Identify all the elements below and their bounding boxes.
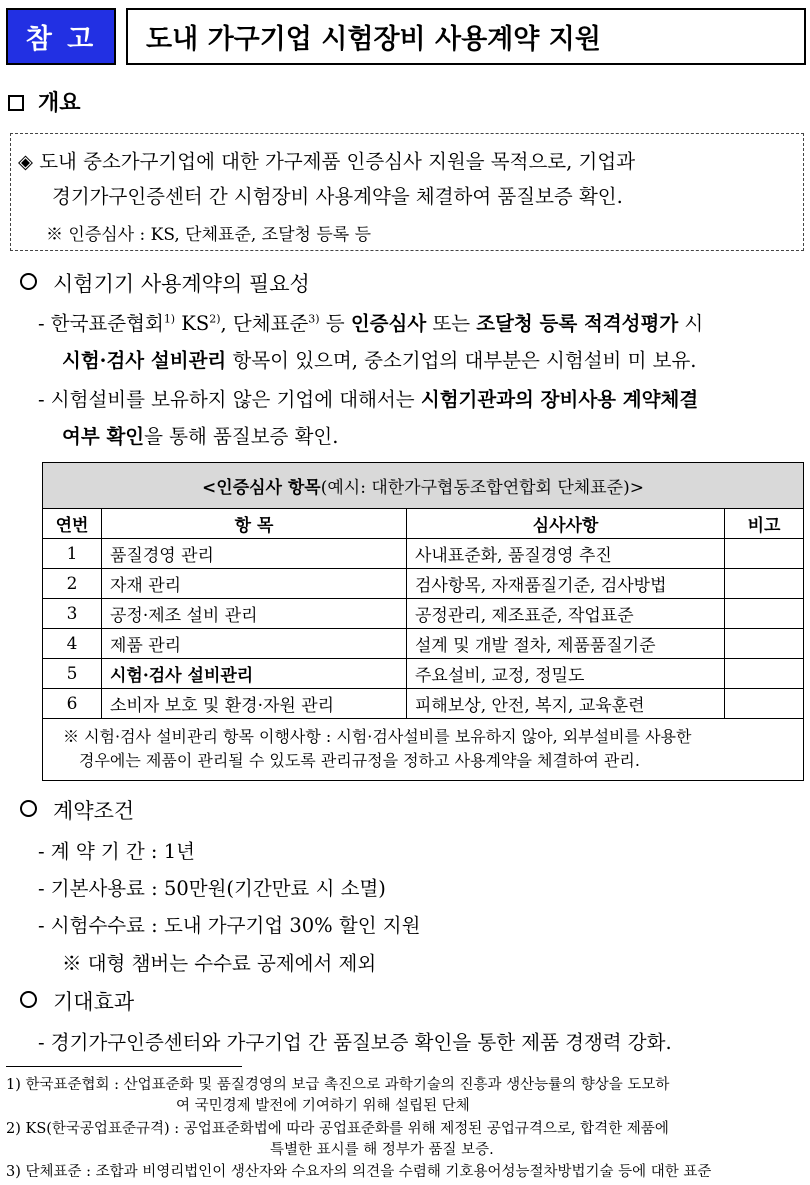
- text-span: KS: [175, 312, 210, 335]
- necessity-heading-text: 시험기기 사용계약의 필요성: [53, 272, 310, 296]
- checkbox-square-icon: [8, 95, 24, 111]
- table-note-line-1: ※ 시험·검사 설비관리 항목 이행사항 : 시험·검사설비를 보유하지 않아, 외부설비를 사용한: [63, 727, 692, 746]
- text-span: , 단체표준: [220, 312, 309, 335]
- table-note: [43, 719, 803, 780]
- text-span: - 한국표준협회: [38, 312, 164, 335]
- cell-no: 3: [43, 599, 102, 628]
- caption-bold: <인증심사 항목: [202, 478, 321, 498]
- necessity-heading: [20, 268, 310, 298]
- table-row: [43, 689, 803, 719]
- footnote-2: 2) KS(한국공업표준규격) : 공업표준화법에 따라 공업표준화를 위해 제정된 공업규격으로, 합격한 제품에: [6, 1121, 669, 1137]
- table-header-row: [43, 509, 803, 539]
- col-header-item: 항 목: [102, 509, 407, 538]
- effects-heading: [20, 986, 134, 1016]
- text-span: 시: [678, 312, 704, 335]
- col-header-no: 연번: [43, 509, 102, 538]
- bold-text: 시험기관과의 장비사용 계약체결: [420, 388, 699, 411]
- cell-no: 5: [43, 659, 102, 688]
- overview-heading-text: 개요: [38, 91, 81, 116]
- necessity-line-2: [62, 345, 696, 373]
- footnote-divider: [6, 1066, 242, 1067]
- cell-no: 4: [43, 629, 102, 658]
- text-span: 등: [319, 312, 351, 335]
- overview-heading: [8, 86, 81, 117]
- circle-bullet-icon: [20, 273, 37, 290]
- footnote-ref-1: 1): [163, 312, 176, 326]
- table-row: [43, 569, 803, 599]
- cell-detail: 피해보상, 안전, 복지, 교육훈련: [407, 689, 725, 718]
- summary-line-1: ◈ 도내 중소가구기업에 대한 가구제품 인증심사 지원을 목적으로, 기업과: [18, 150, 636, 173]
- bold-text: 여부 확인: [62, 425, 145, 448]
- text-span: 또는: [426, 312, 477, 335]
- cell-note: [725, 539, 803, 568]
- cell-detail: 설계 및 개발 절차, 제품품질기준: [407, 629, 725, 658]
- cell-item: 품질경영 관리: [102, 539, 407, 568]
- summary-note: ※ 인증심사 : KS, 단체표준, 조달청 등록 등: [46, 225, 372, 245]
- cell-detail: 공정관리, 제조표준, 작업표준: [407, 599, 725, 628]
- footnote-2-cont: 특별한 표시를 해 정부가 품질 보증.: [270, 1142, 494, 1158]
- cell-note: [725, 599, 803, 628]
- cell-item: 소비자 보호 및 환경·자원 관리: [102, 689, 407, 718]
- table-row: [43, 629, 803, 659]
- text-span: 항목이 있으며, 중소기업의 대부분은 시험설비 미 보유.: [226, 349, 697, 372]
- cell-no: 1: [43, 539, 102, 568]
- cell-no: 2: [43, 569, 102, 598]
- circle-bullet-icon: [20, 991, 37, 1008]
- effects-heading-text: 기대효과: [53, 990, 135, 1014]
- footnote-3: 3) 단체표준 : 조합과 비영리법인이 생산자와 수요자의 의견을 수렴해 기호용어성능절차방법기술 등에 대한 표준: [6, 1164, 712, 1180]
- table-caption: [43, 463, 803, 509]
- text-span: 을 통해 품질보증 확인.: [144, 425, 339, 448]
- cell-item: 제품 관리: [102, 629, 407, 658]
- conditions-heading-text: 계약조건: [53, 799, 135, 823]
- cell-note: [725, 659, 803, 688]
- cell-note: [725, 629, 803, 658]
- cell-item: 자재 관리: [102, 569, 407, 598]
- col-header-detail: 심사사항: [407, 509, 725, 538]
- cell-detail: 주요설비, 교정, 정밀도: [407, 659, 725, 688]
- exception-note: ※ 대형 챔버는 수수료 공제에서 제외: [62, 952, 377, 975]
- cell-note: [725, 569, 803, 598]
- table-row: [43, 599, 803, 629]
- conditions-heading: [20, 795, 134, 825]
- cell-detail: 사내표준화, 품질경영 추진: [407, 539, 725, 568]
- table-note-line-2: 경우에는 제품이 관리될 수 있도록 관리규정을 정하고 사용계약을 체결하여 관리.: [79, 751, 640, 770]
- cell-item: 공정·제조 설비 관리: [102, 599, 407, 628]
- footnote-1: 1) 한국표준협회 : 산업표준화 및 품질경영의 보급 촉진으로 과학기술의 진흥과 생산능률의 향상을 도모하: [6, 1077, 670, 1093]
- certification-items-table: [42, 462, 804, 781]
- contract-period: - 계 약 기 간 : 1년: [38, 840, 195, 863]
- necessity-line-3: [38, 384, 698, 412]
- necessity-line-4: [62, 421, 338, 449]
- footnote-ref-3: 3): [308, 312, 320, 326]
- bold-text: 인증심사: [350, 312, 427, 335]
- test-fee: - 시험수수료 : 도내 가구기업 30% 할인 지원: [38, 914, 421, 937]
- col-header-note: 비고: [747, 516, 781, 536]
- effects-line: - 경기가구인증센터와 가구기업 간 품질보증 확인을 통한 제품 경쟁력 강화.: [38, 1031, 672, 1054]
- cell-item: 시험·검사 설비관리: [102, 659, 407, 688]
- necessity-line-1: [38, 308, 703, 336]
- cell-detail: 검사항목, 자재품질기준, 검사방법: [407, 569, 725, 598]
- bold-text: 조달청 등록 적격성평가: [476, 312, 679, 335]
- footnote-1-cont: 여 국민경제 발전에 기여하기 위해 설립된 단체: [176, 1098, 470, 1114]
- footnote-ref-2: 2): [209, 312, 221, 326]
- table-row: [43, 539, 803, 569]
- summary-line-2: 경기가구인증센터 간 시험장비 사용계약을 체결하여 품질보증 확인.: [52, 185, 623, 208]
- circle-bullet-icon: [20, 800, 37, 817]
- reference-badge: 참 고: [6, 8, 116, 65]
- cell-no: 6: [43, 689, 102, 718]
- bold-text: 시험·검사 설비관리: [62, 349, 227, 372]
- basic-fee: - 기본사용료 : 50만원(기간만료 시 소멸): [38, 877, 386, 900]
- caption-rest: (예시: 대한가구협동조합연합회 단체표준)>: [320, 478, 644, 498]
- table-row: [43, 659, 803, 689]
- cell-note: [725, 689, 803, 718]
- page-title: 도내 가구기업 시험장비 사용계약 지원: [126, 8, 806, 65]
- text-span: - 시험설비를 보유하지 않은 기업에 대해서는: [38, 388, 421, 411]
